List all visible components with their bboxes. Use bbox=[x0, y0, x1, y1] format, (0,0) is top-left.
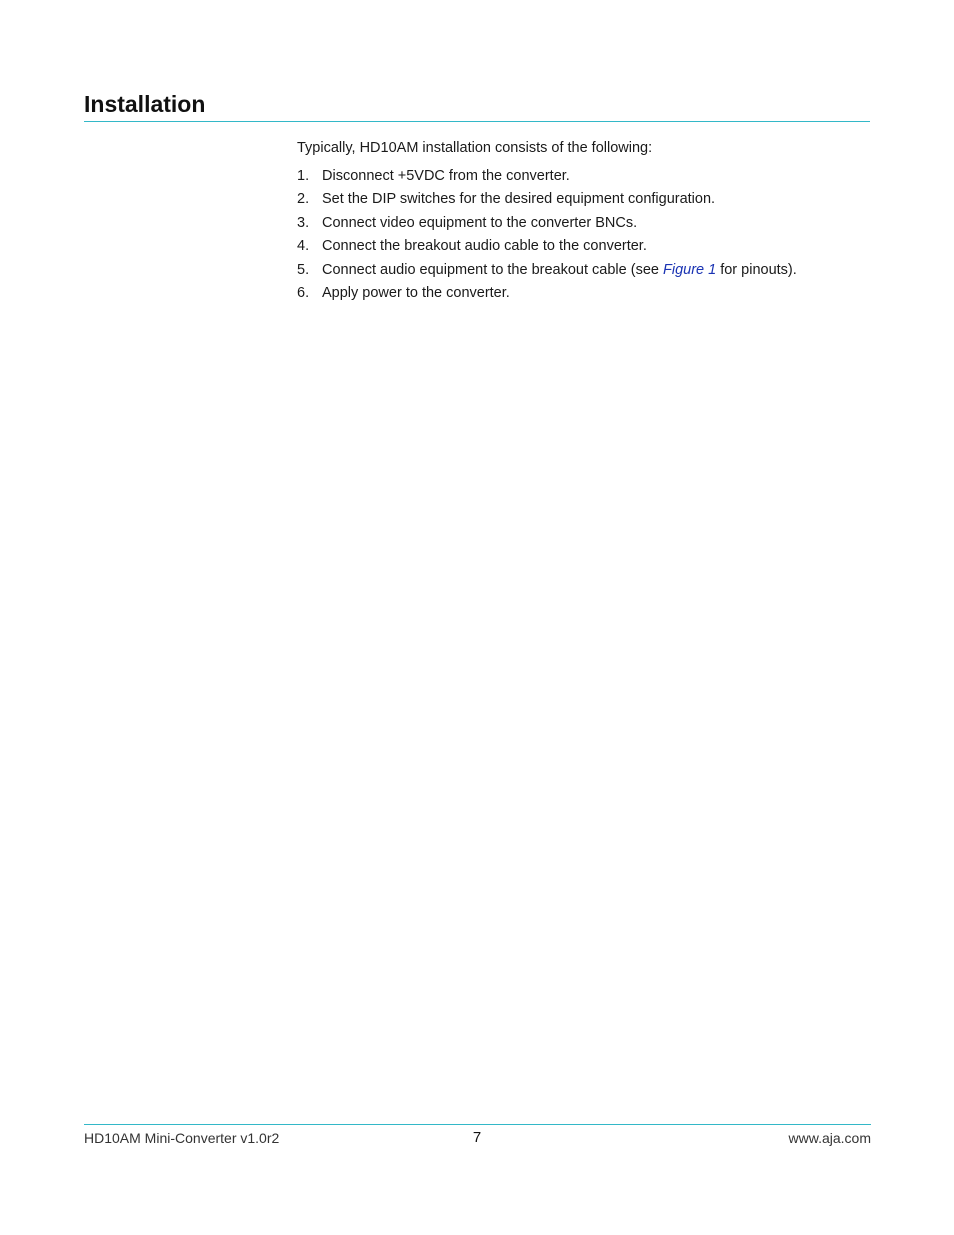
list-item bbox=[297, 189, 797, 212]
step-text: Set the DIP switches for the desired equipment configuration. bbox=[322, 191, 716, 208]
installation-steps-list bbox=[297, 166, 797, 306]
page-number: 7 bbox=[472, 1129, 482, 1146]
list-item bbox=[297, 236, 797, 259]
footer-divider bbox=[84, 1124, 871, 1125]
footer-website: www.aja.com bbox=[788, 1130, 871, 1146]
list-item bbox=[297, 166, 797, 189]
step-text-after-link: for pinouts). bbox=[716, 261, 797, 278]
step-text: Connect the breakout audio cable to the converter. bbox=[322, 238, 647, 255]
figure-1-link[interactable]: Figure 1 bbox=[662, 261, 717, 278]
step-text-before-link: Connect audio equipment to the breakout cable (see bbox=[322, 261, 663, 278]
step-number: 3. bbox=[297, 214, 310, 231]
list-item bbox=[297, 283, 797, 306]
step-number: 5. bbox=[297, 261, 310, 278]
title-divider bbox=[84, 121, 870, 122]
step-number: 6. bbox=[297, 284, 310, 301]
step-number: 1. bbox=[297, 168, 310, 184]
step-text: Disconnect +5VDC from the converter. bbox=[322, 168, 570, 184]
step-number: 4. bbox=[297, 238, 310, 255]
step-text: Connect video equipment to the converter BNCs. bbox=[322, 214, 638, 231]
list-item bbox=[297, 213, 797, 236]
step-text: Apply power to the converter. bbox=[322, 284, 510, 301]
list-item bbox=[297, 260, 797, 283]
footer-document-title: HD10AM Mini-Converter v1.0r2 bbox=[84, 1130, 280, 1146]
page-title: Installation bbox=[84, 91, 206, 117]
intro-paragraph: Typically, HD10AM installation consists of the following: bbox=[297, 140, 653, 156]
step-number: 2. bbox=[297, 191, 310, 208]
